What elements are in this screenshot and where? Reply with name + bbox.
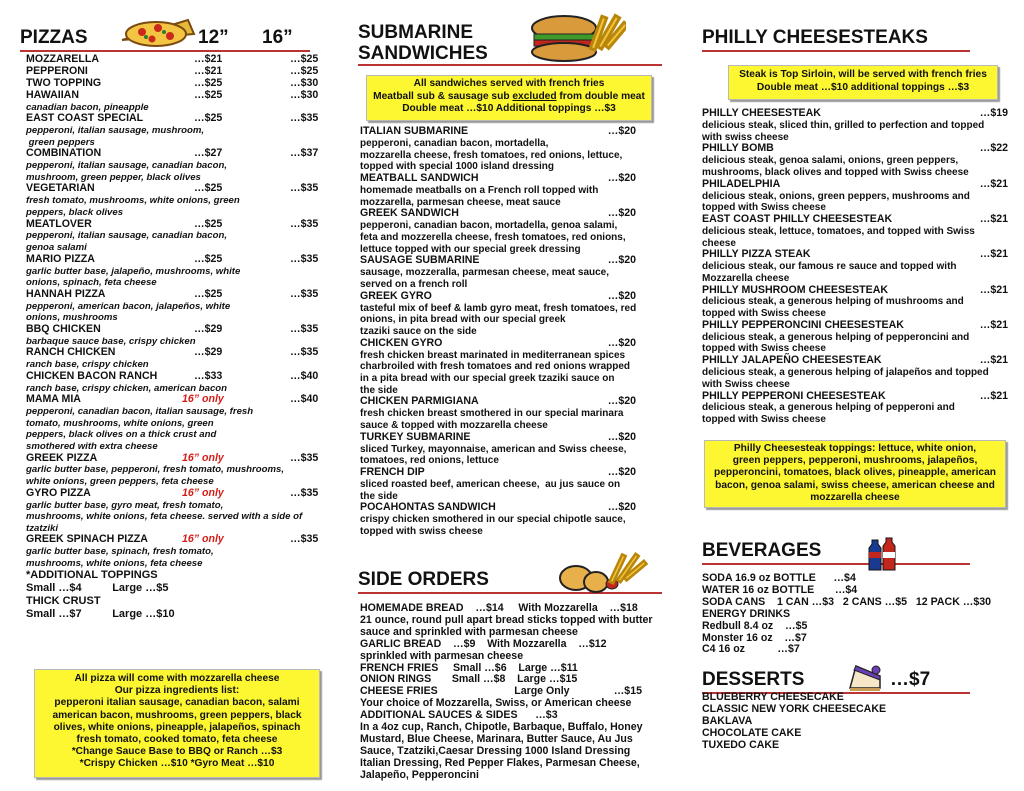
sub-row — [360, 396, 652, 408]
philly-description: delicious steak, onions, green peppers, mushrooms and topped with Swiss cheese — [702, 190, 970, 214]
pizza-name: EAST COAST SPECIAL — [26, 112, 144, 125]
beverages-title: BEVERAGES — [702, 540, 822, 561]
price-16: …$35 — [290, 322, 319, 335]
side-line: Your choice of Mozzarella, Swiss, or American cheese — [360, 697, 632, 710]
sub-price: …$20 — [607, 501, 636, 514]
beverages-header — [702, 541, 970, 565]
philly-price: …$21 — [979, 318, 1008, 331]
philly-name: PHILLY MUSHROOM CHEESESTEAK — [702, 283, 889, 296]
sub-name: FRENCH DIP — [360, 466, 425, 479]
sides-title: SIDE ORDERS — [358, 569, 489, 590]
pizza-name: MOZZARELLA — [26, 53, 99, 65]
side-line: sprinkled with parmesan cheese — [360, 649, 524, 662]
philly-price: …$21 — [979, 354, 1008, 367]
only-16-label: 16” only — [182, 451, 224, 464]
beverages-list — [702, 573, 1008, 656]
dessert-item: TUXEDO CAKE — [702, 738, 780, 751]
beverage-line: ENERGY DRINKS — [702, 607, 791, 620]
sub-description: pepperoni, canadian bacon, mortadella, mozzarella cheese, fresh tomatoes, red onions, lettuce, topped with special 1000 island dressing — [360, 137, 623, 173]
pizza-box-line: pepperoni italian sausage, canadian bacon, salami — [54, 697, 300, 709]
philly-name: EAST COAST PHILLY CHEESESTEAK — [702, 212, 893, 225]
price-12: …$21 — [194, 64, 223, 77]
pizza-icon — [116, 12, 196, 52]
price-12: …$25 — [194, 252, 223, 265]
side-line: sauce and sprinkled with parmesan cheese — [360, 625, 578, 638]
philly-name: PHILLY PEPPERONI CHEESESTEAK — [702, 389, 886, 402]
sub-row — [360, 255, 652, 267]
dessert-item: BAKLAVA — [702, 714, 753, 727]
pizza-description: canadian bacon, pineapple — [26, 101, 149, 113]
sub-price: …$20 — [607, 207, 636, 220]
sub-price: …$20 — [607, 336, 636, 349]
beverage-line: SODA CANS 1 CAN …$3 2 CANS …$5 12 PACK …$30 — [702, 595, 992, 608]
philly-box-line: Steak is Top Sirloin, will be served with french fries — [739, 69, 987, 80]
pizza-name: VEGETARIAN — [26, 182, 95, 195]
sub-description: sausage, mozzeralla, parmesan cheese, meat sauce, served on a french roll — [360, 267, 610, 290]
pizza-row — [26, 371, 330, 383]
pizza-row — [26, 324, 330, 336]
bread-and-fries-icon — [554, 548, 650, 596]
philly-price: …$21 — [979, 389, 1008, 402]
philly-row — [702, 214, 1008, 226]
price-12: …$25 — [194, 217, 223, 230]
side-line: FRENCH FRIES Small …$6 Large …$11 — [360, 661, 578, 674]
sub-name: MEATBALL SANDWICH — [360, 172, 479, 185]
only-16-label: 16” only — [182, 393, 224, 406]
price-12: …$27 — [194, 147, 223, 160]
pizza-name: TWO TOPPING — [26, 76, 102, 89]
side-line: In a 4oz cup, Ranch, Chipotle, Barbaque, Buffalo, Honey — [360, 721, 643, 734]
philly-price: …$22 — [979, 142, 1008, 155]
philly-row — [702, 320, 1008, 332]
side-line: Italian Dressing, Red Pepper Flakes, Parmesan Cheese, — [360, 756, 640, 769]
pizza-box-line: olives, white onions, pineapple, jalapeños, spinach — [53, 721, 301, 733]
philly-toppings-box — [704, 440, 1006, 508]
subs-list — [360, 126, 652, 538]
sub-price: …$20 — [607, 395, 636, 408]
sub-row — [360, 208, 652, 220]
side-line: ONION RINGS Small …$8 Large …$15 — [360, 673, 578, 686]
pizza-box-line: fresh tomato, cooked tomato, feta cheese — [76, 734, 278, 746]
sub-name: GREEK GYRO — [360, 289, 432, 302]
pizza-title: PIZZAS — [20, 27, 88, 48]
philly-description: delicious steak, sliced thin, grilled to perfection and topped with swiss cheese — [702, 119, 985, 143]
dessert-item: BLUEBERRY CHEESECAKE — [702, 691, 844, 703]
sub-price: …$20 — [607, 289, 636, 302]
sub-row — [360, 432, 652, 444]
subs-box-line: Meatball sub & sausage sub excluded from double meat — [373, 90, 645, 102]
sub-row — [360, 338, 652, 350]
philly-row — [702, 355, 1008, 367]
pizza-name: MEATLOVER — [26, 217, 92, 230]
sub-description: fresh chicken breast marinated in mediterranean spices charbroiled with fresh tomatoes and red onions wrapped in a pita bread with our special greek tzaziki sauce on the side — [360, 349, 631, 396]
sub-name: CHICKEN PARMIGIANA — [360, 395, 479, 408]
dessert-item: CHOCOLATE CAKE — [702, 726, 802, 739]
philly-row — [702, 285, 1008, 297]
pizza-row — [26, 183, 330, 195]
philly-name: PHILLY CHEESESTEAK — [702, 107, 821, 119]
philly-list — [702, 108, 1008, 426]
sub-row — [360, 467, 652, 479]
additional-toppings-title: *ADDITIONAL TOPPINGS — [26, 569, 158, 582]
pizza-description: garlic butter base, gyro meat, fresh tomato, mushrooms, white onions, feta cheese. served with a side of tzatziki — [26, 499, 303, 534]
side-line: 21 ounce, round pull apart bread sticks topped with butter — [360, 613, 653, 626]
toppings-line: Philly Cheesesteak toppings: lettuce, white onion, — [733, 443, 977, 454]
pizza-row — [26, 453, 330, 465]
pizza-row — [26, 90, 330, 102]
price-16: …$40 — [290, 369, 319, 382]
philly-name: PHILLY BOMB — [702, 142, 774, 155]
sub-name: ITALIAN SUBMARINE — [360, 125, 469, 137]
additional-toppings-prices: Small …$4 Large …$5 — [26, 582, 169, 595]
price-16: …$30 — [290, 76, 319, 89]
side-line: Sauce, Tzatziki,Caesar Dressing 1000 Island Dressing — [360, 744, 631, 757]
side-line: Mustard, Blue Cheese, Marinara, Butter Sauce, Au Jus — [360, 732, 633, 745]
size-16-label: 16” — [262, 27, 293, 48]
toppings-line: green peppers, pepperoni, mushrooms, jalapeños, — [732, 455, 978, 467]
price-16: …$35 — [290, 533, 319, 546]
subs-box-line: All sandwiches served with french fries — [413, 78, 605, 89]
sub-name: POCAHONTAS SANDWICH — [360, 501, 496, 514]
philly-description: delicious steak, a generous helping of pepperoncini and topped with Swiss cheese — [702, 331, 970, 355]
pizza-row — [26, 113, 330, 125]
price-16: …$25 — [290, 64, 319, 77]
sub-price: …$20 — [607, 172, 636, 185]
pizza-description: ranch base, crispy chicken — [26, 359, 149, 371]
beverage-line: C4 16 oz …$7 — [702, 643, 800, 656]
side-line: HOMEMADE BREAD …$14 With Mozzarella …$18 — [360, 602, 638, 614]
philly-box-line: Double meat …$10 additional toppings …$3 — [756, 81, 970, 93]
pizza-name: GREEK PIZZA — [26, 451, 98, 464]
pizza-name: HAWAIIAN — [26, 88, 79, 101]
pizza-description: pepperoni, american bacon, jalapeños, white onions, mushrooms — [26, 300, 231, 324]
price-16: …$35 — [290, 451, 319, 464]
philly-row — [702, 108, 1008, 120]
price-12: …$29 — [194, 322, 223, 335]
pizza-name: COMBINATION — [26, 147, 102, 160]
philly-price: …$19 — [979, 107, 1008, 119]
price-12: …$25 — [194, 287, 223, 300]
philly-description: delicious steak, our famous re sauce and topped with Mozzarella cheese — [702, 261, 957, 284]
pizza-description: pepperoni, italian sausage, canadian bacon, genoa salami — [26, 230, 227, 253]
dessert-item: CLASSIC NEW YORK CHEESECAKE — [702, 702, 887, 715]
price-12: …$25 — [194, 182, 223, 195]
philly-description: delicious steak, lettuce, tomatoes, and topped with Swiss cheese — [702, 225, 975, 249]
price-12: …$33 — [194, 369, 223, 382]
price-16: …$30 — [290, 88, 319, 101]
pizza-name: CHICKEN BACON RANCH — [26, 369, 158, 382]
price-12: …$21 — [194, 53, 223, 65]
pizza-description: fresh tomato, mushrooms, white onions, green peppers, black olives — [26, 195, 240, 218]
beverage-line: Monster 16 oz …$7 — [702, 631, 807, 644]
toppings-line: mozzarella cheese — [810, 491, 900, 503]
sub-name: GREEK SANDWICH — [360, 207, 459, 220]
sub-price: …$20 — [607, 125, 636, 137]
pizza-name: HANNAH PIZZA — [26, 287, 106, 300]
pizza-box-line: All pizza will come with mozzarella cheese — [74, 673, 280, 684]
subs-title-1: SUBMARINE — [358, 22, 474, 43]
philly-description: delicious steak, genoa salami, onions, green peppers, mushrooms, black olives and topped with Swiss cheese — [702, 155, 969, 178]
price-16: …$25 — [290, 53, 319, 65]
sub-description: fresh chicken breast smothered in our special marinara sauce & topped with mozzarella cheese — [360, 408, 624, 431]
price-16: …$35 — [290, 287, 319, 300]
subs-info-box — [366, 75, 652, 121]
price-16: …$35 — [290, 346, 319, 359]
philly-description: delicious steak, a generous helping of pepperoni and topped with Swiss cheese — [702, 402, 955, 426]
desserts-price: …$7 — [890, 669, 931, 690]
pizza-box-line: Our pizza ingredients list: — [114, 685, 240, 697]
philly-price: …$21 — [979, 177, 1008, 190]
sub-description: pepperoni, canadian bacon, mortadella, genoa salami, feta and mozzerella cheese, fresh tomatoes, red onions, lettuce topped with our special greek dressing — [360, 220, 626, 255]
price-16: …$35 — [290, 182, 319, 195]
philly-header — [702, 28, 970, 52]
desserts-list — [702, 692, 1008, 752]
price-16: …$35 — [290, 112, 319, 125]
price-16: …$35 — [290, 252, 319, 265]
side-line: Jalapeño, Pepperoncini — [360, 768, 479, 781]
pizza-name: PEPPERONI — [26, 64, 88, 77]
pizza-list — [26, 54, 330, 621]
cake-slice-icon — [846, 658, 886, 694]
beverage-line: WATER 16 oz BOTTLE …$4 — [702, 583, 858, 596]
sub-name: CHICKEN GYRO — [360, 336, 443, 349]
sub-description: tasteful mix of beef & lamb gyro meat, fresh tomatoes, red onions, in pita bread with our special greek tzaziki sauce on the side — [360, 302, 637, 337]
pizza-description: garlic butter base, spinach, fresh tomato, mushrooms, white onions, feta cheese — [26, 546, 214, 569]
philly-name: PHILADELPHIA — [702, 177, 781, 190]
philly-title: PHILLY CHEESESTEAKS — [702, 27, 928, 48]
only-16-label: 16” only — [182, 486, 224, 499]
subs-title-2: SANDWICHES — [358, 43, 488, 64]
pizza-name: GYRO PIZZA — [26, 486, 91, 499]
sub-name: TURKEY SUBMARINE — [360, 430, 471, 443]
pizza-name: MAMA MIA — [26, 393, 81, 406]
sub-row — [360, 502, 652, 514]
sub-name: SAUSAGE SUBMARINE — [360, 254, 480, 267]
price-12: …$29 — [194, 346, 223, 359]
philly-info-box — [728, 65, 998, 100]
pizza-box-line: american bacon, mushrooms, green peppers, black — [52, 709, 302, 721]
pizza-row — [26, 148, 330, 160]
pizza-name: RANCH CHICKEN — [26, 346, 116, 359]
beverage-line: SODA 16.9 oz BOTTLE …$4 — [702, 572, 856, 584]
side-line: GARLIC BREAD …$9 With Mozzarella …$12 — [360, 637, 607, 650]
price-16: …$35 — [290, 217, 319, 230]
price-16: …$35 — [290, 486, 319, 499]
pizza-description: ranch base, crispy chicken, american bacon — [26, 382, 228, 394]
price-12: …$25 — [194, 88, 223, 101]
sub-row — [360, 173, 652, 185]
philly-price: …$21 — [979, 212, 1008, 225]
price-12: …$25 — [194, 76, 223, 89]
philly-row — [702, 179, 1008, 191]
pizza-name: GREEK SPINACH PIZZA — [26, 533, 148, 546]
pizza-row — [26, 534, 330, 546]
pizza-box-line: *Change Sauce Base to BBQ or Ranch …$3 — [71, 746, 283, 758]
philly-price: …$21 — [979, 248, 1008, 261]
philly-name: PHILLY PEPPERONCINI CHEESESTEAK — [702, 318, 904, 331]
pizza-row — [26, 78, 330, 90]
pizza-description: pepperoni, canadian bacon, italian sausage, fresh tomato, mushrooms, white onions, green peppers, black olives on a thick crust and smothered with extra cheese — [26, 406, 254, 452]
pizza-row — [26, 347, 330, 359]
thick-crust-title: THICK CRUST — [26, 595, 101, 608]
philly-description: delicious steak, a generous helping of mushrooms and topped with Swiss cheese — [702, 296, 964, 320]
size-12-label: 12” — [198, 27, 229, 48]
sub-description: crispy chicken smothered in our special chipotle sauce, topped with swiss cheese — [360, 514, 626, 537]
sub-price: …$20 — [607, 430, 636, 443]
philly-name: PHILLY PIZZA STEAK — [702, 248, 811, 261]
desserts-title: DESSERTS — [702, 669, 805, 690]
pizza-row — [26, 254, 330, 266]
soda-bottles-icon — [866, 530, 900, 572]
pizza-row — [26, 394, 330, 406]
price-16: …$37 — [290, 147, 319, 160]
sub-row — [360, 126, 652, 138]
philly-name: PHILLY JALAPEÑO CHEESESTEAK — [702, 354, 882, 367]
pizza-box-line: *Crispy Chicken …$10 *Gyro Meat …$10 — [79, 758, 275, 770]
philly-description: delicious steak, a generous helping of jalapeños and topped with Swiss cheese — [702, 367, 989, 390]
pizza-description: garlic butter base, jalapeño, mushrooms, white onions, spinach, feta cheese — [26, 265, 241, 289]
sub-description: sliced Turkey, mayonnaise, american and Swiss cheese, tomatoes, red onions, lettuce — [360, 443, 627, 467]
sides-list — [360, 603, 660, 782]
sub-row — [360, 291, 652, 303]
thick-crust-prices: Small …$7 Large …$10 — [26, 608, 175, 621]
subs-box-line: Double meat …$10 Additional toppings …$3 — [402, 103, 616, 114]
pizza-description: pepperoni, italian sausage, mushroom, green peppers — [26, 125, 205, 148]
side-line: ADDITIONAL SAUCES & SIDES …$3 — [360, 709, 558, 722]
sub-description: homemade meatballs on a French roll topped with mozzarella, parmesan cheese, meat sauce — [360, 184, 599, 208]
philly-row — [702, 391, 1008, 403]
side-line: CHEESE FRIES Large Only …$15 — [360, 685, 642, 698]
toppings-line: bacon, genoa salami, swiss cheese, american cheese and — [715, 479, 995, 491]
toppings-line: pepperoncini, tomatoes, black olives, pineapple, american — [714, 467, 996, 479]
pizza-name: BBQ CHICKEN — [26, 322, 101, 335]
philly-row — [702, 249, 1008, 261]
sub-price: …$20 — [607, 466, 636, 479]
price-16: …$40 — [290, 393, 319, 406]
pizza-description: pepperoni, italian sausage, canadian bacon, mushroom, green pepper, black olives — [26, 160, 227, 183]
pizza-row — [26, 289, 330, 301]
sub-description: sliced roasted beef, american cheese, au jus sauce on the side — [360, 478, 621, 502]
only-16-label: 16” only — [182, 533, 224, 546]
pizza-name: MARIO PIZZA — [26, 252, 95, 265]
pizza-row — [26, 488, 330, 500]
price-12: …$25 — [194, 112, 223, 125]
philly-price: …$21 — [979, 283, 1008, 296]
sub-price: …$20 — [607, 254, 636, 267]
pizza-row — [26, 219, 330, 231]
pizza-description: barbaque sauce base, crispy chicken — [26, 335, 196, 347]
pizza-description: garlic butter base, pepperoni, fresh tomato, mushrooms, white onions, green peppers, feta cheese — [26, 464, 285, 488]
pizza-info-box — [34, 669, 320, 778]
beverage-line: Redbull 8.4 oz …$5 — [702, 619, 808, 632]
sandwich-icon — [526, 8, 626, 66]
philly-row — [702, 143, 1008, 155]
